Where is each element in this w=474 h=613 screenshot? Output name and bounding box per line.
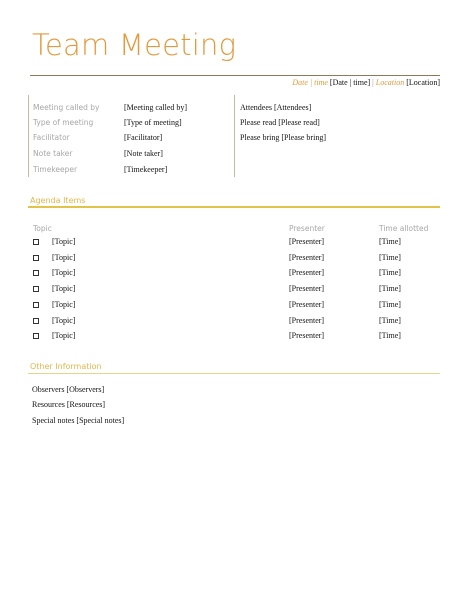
type-of-meeting-value[interactable]: [Type of meeting] (124, 118, 182, 127)
agenda-topic[interactable]: [Topic] (52, 253, 76, 262)
meeting-called-by-label: Meeting called by (33, 103, 100, 112)
meta-separator: | (372, 78, 374, 87)
resources-line[interactable]: Resources [Resources] (32, 400, 106, 409)
agenda-checkbox[interactable] (33, 333, 39, 339)
observers-line[interactable]: Observers [Observers] (32, 385, 105, 394)
location-label: Location (375, 78, 405, 87)
agenda-checkbox[interactable] (33, 286, 39, 292)
time-column-header: Time allotted (379, 224, 429, 233)
agenda-checkbox[interactable] (33, 239, 39, 245)
agenda-time[interactable]: [Time] (379, 300, 401, 309)
agenda-topic[interactable]: [Topic] (52, 268, 76, 277)
title-rule (30, 75, 440, 76)
other-info-heading: Other Information (30, 362, 102, 371)
agenda-presenter[interactable]: [Presenter] (289, 237, 325, 246)
presenter-column-header: Presenter (289, 224, 325, 233)
please-bring-line[interactable]: Please bring [Please bring] (240, 133, 326, 142)
agenda-presenter[interactable]: [Presenter] (289, 316, 325, 325)
agenda-checkbox[interactable] (33, 318, 39, 324)
attendees-line[interactable]: Attendees [Attendees] (240, 103, 312, 112)
agenda-presenter[interactable]: [Presenter] (289, 253, 325, 262)
date-label: Date | time (292, 78, 328, 87)
agenda-checkbox[interactable] (33, 255, 39, 261)
timekeeper-value[interactable]: [Timekeeper] (124, 165, 168, 174)
agenda-heading-rule (28, 206, 440, 208)
agenda-presenter[interactable]: [Presenter] (289, 268, 325, 277)
agenda-time[interactable]: [Time] (379, 268, 401, 277)
note-taker-value[interactable]: [Note taker] (124, 149, 163, 158)
agenda-topic[interactable]: [Topic] (52, 284, 76, 293)
agenda-time[interactable]: [Time] (379, 237, 401, 246)
type-of-meeting-label: Type of meeting (33, 118, 94, 127)
other-info-rule (28, 373, 440, 374)
meeting-called-by-value[interactable]: [Meeting called by] (124, 103, 188, 112)
facilitator-label: Facilitator (33, 133, 70, 142)
agenda-topic[interactable]: [Topic] (52, 331, 76, 340)
agenda-presenter[interactable]: [Presenter] (289, 300, 325, 309)
facilitator-value[interactable]: [Facilitator] (124, 133, 163, 142)
agenda-topic[interactable]: [Topic] (52, 300, 76, 309)
document-title: Team Meeting (32, 28, 237, 62)
topic-column-header: Topic (33, 224, 52, 233)
agenda-checkbox[interactable] (33, 270, 39, 276)
agenda-time[interactable]: [Time] (379, 253, 401, 262)
please-read-line[interactable]: Please read [Please read] (240, 118, 320, 127)
special-notes-line[interactable]: Special notes [Special notes] (32, 416, 125, 425)
agenda-time[interactable]: [Time] (379, 331, 401, 340)
agenda-time[interactable]: [Time] (379, 316, 401, 325)
timekeeper-label: Timekeeper (33, 165, 78, 174)
agenda-heading: Agenda Items (30, 196, 86, 205)
agenda-checkbox[interactable] (33, 302, 39, 308)
details-divider (234, 95, 235, 177)
date-value[interactable]: [Date | time] (329, 78, 371, 87)
agenda-presenter[interactable]: [Presenter] (289, 331, 325, 340)
location-value[interactable]: [Location] (406, 78, 440, 87)
agenda-time[interactable]: [Time] (379, 284, 401, 293)
agenda-topic[interactable]: [Topic] (52, 237, 76, 246)
note-taker-label: Note taker (33, 149, 73, 158)
agenda-presenter[interactable]: [Presenter] (289, 284, 325, 293)
agenda-topic[interactable]: [Topic] (52, 316, 76, 325)
details-left-border (28, 95, 29, 177)
date-location-line (292, 78, 440, 87)
